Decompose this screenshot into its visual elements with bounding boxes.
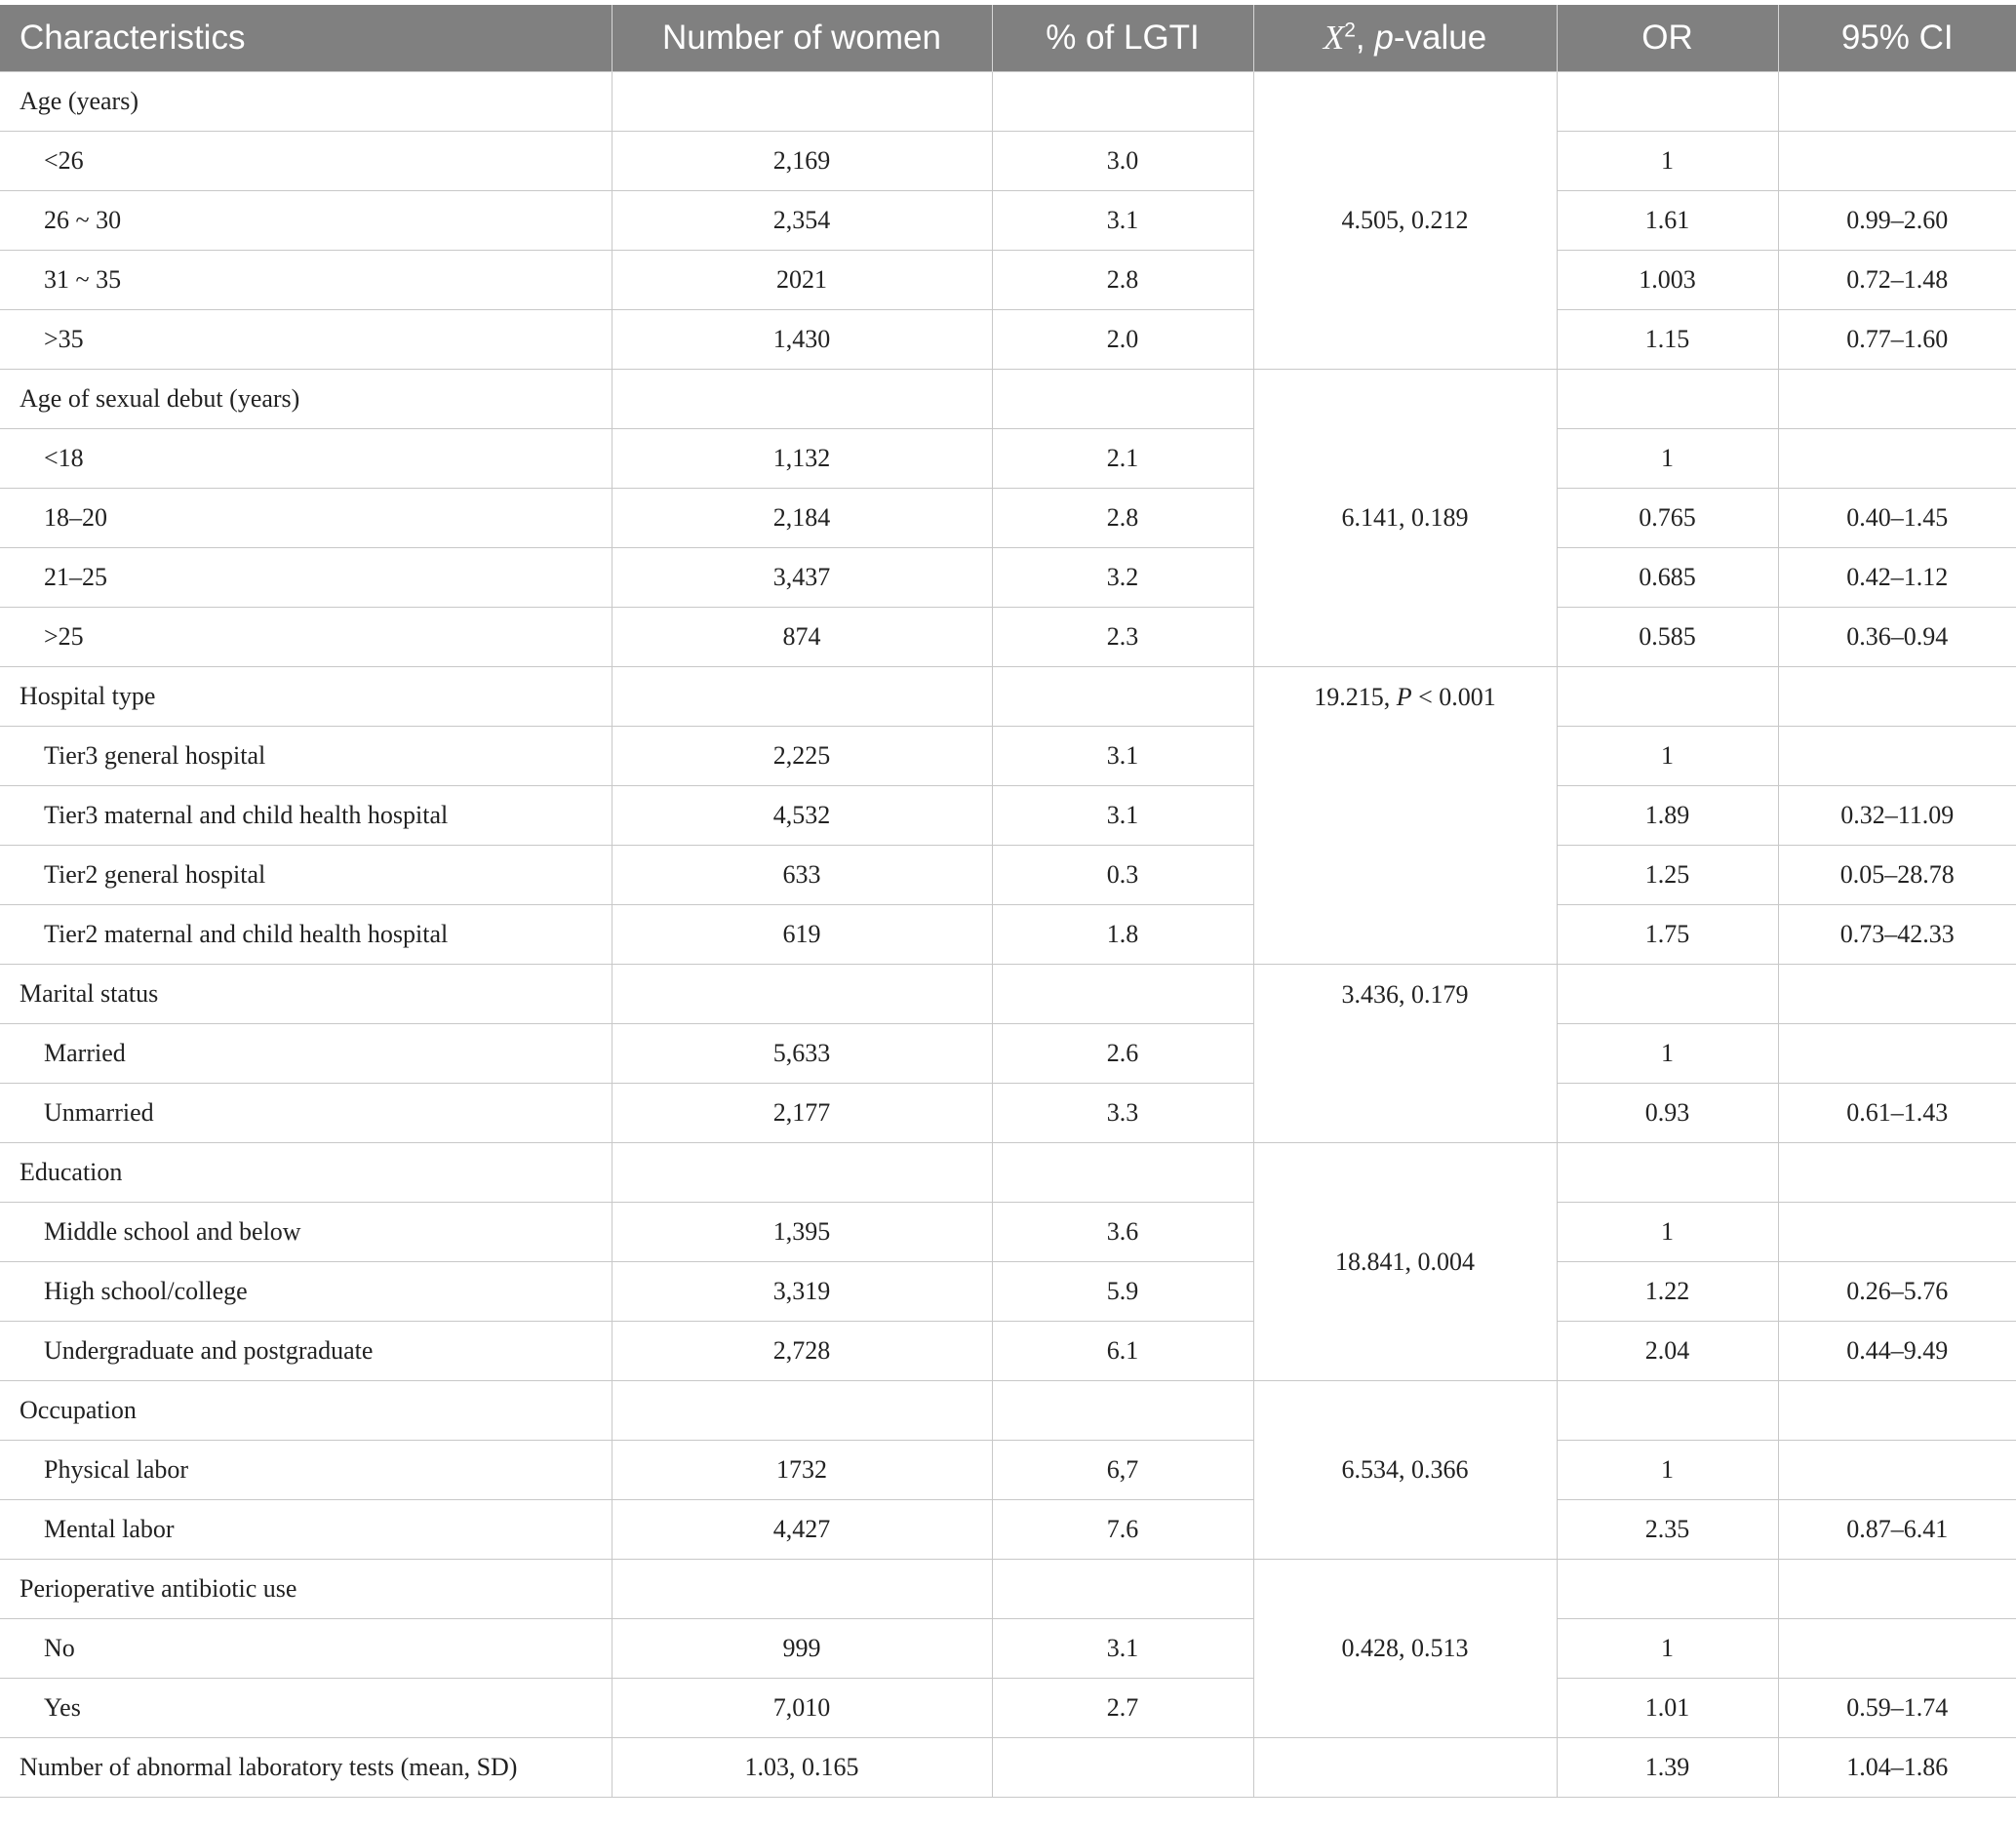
row-or: 0.585	[1557, 608, 1778, 667]
chi-symbol: X	[1323, 19, 1345, 57]
cell-empty	[612, 1143, 992, 1203]
row-number: 1,132	[612, 429, 992, 489]
row-ci: 0.72–1.48	[1778, 251, 2016, 310]
row-label: Yes	[0, 1679, 612, 1738]
row-label: Tier3 general hospital	[0, 727, 612, 786]
chi-rest: -value	[1393, 19, 1487, 57]
row-label: Tier3 maternal and child health hospital	[0, 786, 612, 846]
row-ci	[1778, 1441, 2016, 1500]
row-percent	[992, 1738, 1253, 1798]
cell-empty	[1778, 1381, 2016, 1441]
row-or: 1.22	[1557, 1262, 1778, 1322]
cell-empty	[992, 667, 1253, 727]
row-or: 1.25	[1557, 846, 1778, 905]
row-number: 1.03, 0.165	[612, 1738, 992, 1798]
row-or: 2.04	[1557, 1322, 1778, 1381]
cell-empty	[992, 1143, 1253, 1203]
row-number: 2,225	[612, 727, 992, 786]
row-number: 874	[612, 608, 992, 667]
cell-empty	[992, 72, 1253, 132]
table-row	[0, 1500, 2016, 1560]
cell-empty	[1778, 72, 2016, 132]
row-or: 1	[1557, 727, 1778, 786]
group-label: Hospital type	[0, 667, 612, 727]
group-row	[0, 1143, 2016, 1203]
row-ci: 0.40–1.45	[1778, 489, 2016, 548]
chi-square-value: 6.534, 0.366	[1253, 1381, 1557, 1560]
row-percent: 3.1	[992, 191, 1253, 251]
cell-empty	[1557, 667, 1778, 727]
table-row	[0, 1679, 2016, 1738]
cell-empty	[1557, 1560, 1778, 1619]
row-number: 999	[612, 1619, 992, 1679]
table-row	[0, 1619, 2016, 1679]
row-label: >25	[0, 608, 612, 667]
row-percent: 3.6	[992, 1203, 1253, 1262]
cell-empty	[612, 965, 992, 1024]
header-confidence-interval: 95% CI	[1778, 5, 2016, 72]
row-number: 5,633	[612, 1024, 992, 1084]
row-ci	[1778, 727, 2016, 786]
row-or: 1	[1557, 1024, 1778, 1084]
row-or: 1	[1557, 1441, 1778, 1500]
row-number: 4,427	[612, 1500, 992, 1560]
group-label: Education	[0, 1143, 612, 1203]
cell-empty	[1778, 965, 2016, 1024]
row-ci: 1.04–1.86	[1778, 1738, 2016, 1798]
row-label: <18	[0, 429, 612, 489]
row-or: 1	[1557, 132, 1778, 191]
row-or: 1.15	[1557, 310, 1778, 370]
row-ci	[1778, 1024, 2016, 1084]
table-row	[0, 1024, 2016, 1084]
row-or: 0.685	[1557, 548, 1778, 608]
row-or: 1.89	[1557, 786, 1778, 846]
table-row	[0, 1441, 2016, 1500]
group-label: Age (years)	[0, 72, 612, 132]
table-row	[0, 310, 2016, 370]
row-ci: 0.42–1.12	[1778, 548, 2016, 608]
group-row	[0, 1560, 2016, 1619]
row-percent: 2.8	[992, 251, 1253, 310]
chi-value-post: < 0.001	[1411, 683, 1496, 711]
row-or: 1.01	[1557, 1679, 1778, 1738]
row-ci: 0.73–42.33	[1778, 905, 2016, 965]
row-ci: 0.32–11.09	[1778, 786, 2016, 846]
cell-empty	[1557, 965, 1778, 1024]
row-percent: 3.1	[992, 1619, 1253, 1679]
row-label: 31 ~ 35	[0, 251, 612, 310]
cell-empty	[1778, 1560, 2016, 1619]
row-percent: 3.1	[992, 786, 1253, 846]
table-row	[0, 429, 2016, 489]
row-number: 1732	[612, 1441, 992, 1500]
row-ci: 0.61–1.43	[1778, 1084, 2016, 1143]
row-percent: 6.1	[992, 1322, 1253, 1381]
row-percent: 2.1	[992, 429, 1253, 489]
table-row	[0, 1203, 2016, 1262]
lgti-characteristics-table	[0, 5, 2016, 1798]
row-ci	[1778, 132, 2016, 191]
row-ci: 0.26–5.76	[1778, 1262, 2016, 1322]
chi-square-value: 4.505, 0.212	[1253, 72, 1557, 370]
chi-value-p: P	[1396, 683, 1412, 711]
cell-empty	[992, 370, 1253, 429]
row-label: Undergraduate and postgraduate	[0, 1322, 612, 1381]
row-percent: 2.0	[992, 310, 1253, 370]
row-label: Tier2 general hospital	[0, 846, 612, 905]
table-row	[0, 905, 2016, 965]
row-number: 2,728	[612, 1322, 992, 1381]
row-number: 3,319	[612, 1262, 992, 1322]
group-label: Age of sexual debut (years)	[0, 370, 612, 429]
chi-square-value: 0.428, 0.513	[1253, 1560, 1557, 1738]
row-ci	[1778, 1619, 2016, 1679]
cell-empty	[1557, 370, 1778, 429]
chi-separator: ,	[1355, 19, 1375, 57]
chi-square-value: 3.436, 0.179	[1253, 965, 1557, 1143]
table-row	[0, 489, 2016, 548]
group-label: Marital status	[0, 965, 612, 1024]
row-label: Physical labor	[0, 1441, 612, 1500]
row-label: 21–25	[0, 548, 612, 608]
row-percent: 1.8	[992, 905, 1253, 965]
row-or: 1.61	[1557, 191, 1778, 251]
table-row	[0, 1738, 2016, 1798]
row-ci	[1778, 1203, 2016, 1262]
table-row	[0, 1084, 2016, 1143]
row-percent: 2.7	[992, 1679, 1253, 1738]
row-percent: 3.2	[992, 548, 1253, 608]
row-label: Mental labor	[0, 1500, 612, 1560]
row-label: No	[0, 1619, 612, 1679]
chi-square-value: 6.141, 0.189	[1253, 370, 1557, 667]
row-or: 1	[1557, 1619, 1778, 1679]
row-number: 7,010	[612, 1679, 992, 1738]
row-percent: 5.9	[992, 1262, 1253, 1322]
chi-square-value	[1253, 667, 1557, 965]
row-label: Unmarried	[0, 1084, 612, 1143]
row-percent: 2.3	[992, 608, 1253, 667]
group-row	[0, 370, 2016, 429]
group-row	[0, 1381, 2016, 1441]
row-number: 2,169	[612, 132, 992, 191]
cell-empty	[992, 1381, 1253, 1441]
row-percent: 3.1	[992, 727, 1253, 786]
row-or: 0.765	[1557, 489, 1778, 548]
table-row	[0, 191, 2016, 251]
table-row	[0, 608, 2016, 667]
row-label: Middle school and below	[0, 1203, 612, 1262]
row-percent: 2.8	[992, 489, 1253, 548]
row-percent: 3.3	[992, 1084, 1253, 1143]
table-row	[0, 251, 2016, 310]
row-ci: 0.87–6.41	[1778, 1500, 2016, 1560]
row-label: Number of abnormal laboratory tests (mean, SD)	[0, 1738, 612, 1798]
cell-empty	[1778, 1143, 2016, 1203]
group-label: Occupation	[0, 1381, 612, 1441]
header-row	[0, 5, 2016, 72]
row-percent: 7.6	[992, 1500, 1253, 1560]
row-or: 1.75	[1557, 905, 1778, 965]
chi-square-value	[1253, 1738, 1557, 1798]
cell-empty	[1557, 72, 1778, 132]
cell-empty	[992, 965, 1253, 1024]
cell-empty	[992, 1560, 1253, 1619]
cell-empty	[612, 1381, 992, 1441]
row-percent: 0.3	[992, 846, 1253, 905]
row-or: 2.35	[1557, 1500, 1778, 1560]
table-row	[0, 548, 2016, 608]
row-percent: 3.0	[992, 132, 1253, 191]
chi-superscript: 2	[1344, 19, 1356, 42]
group-row	[0, 667, 2016, 727]
cell-empty	[1778, 667, 2016, 727]
row-ci: 0.36–0.94	[1778, 608, 2016, 667]
row-label: 18–20	[0, 489, 612, 548]
header-number-of-women: Number of women	[612, 5, 992, 72]
row-or: 1	[1557, 429, 1778, 489]
row-or: 0.93	[1557, 1084, 1778, 1143]
row-ci: 0.05–28.78	[1778, 846, 2016, 905]
row-label: High school/college	[0, 1262, 612, 1322]
table-row	[0, 132, 2016, 191]
row-number: 2,354	[612, 191, 992, 251]
row-number: 4,532	[612, 786, 992, 846]
row-percent: 2.6	[992, 1024, 1253, 1084]
row-ci: 0.77–1.60	[1778, 310, 2016, 370]
row-number: 619	[612, 905, 992, 965]
group-row	[0, 965, 2016, 1024]
group-label: Perioperative antibiotic use	[0, 1560, 612, 1619]
header-odds-ratio: OR	[1557, 5, 1778, 72]
cell-empty	[612, 667, 992, 727]
header-characteristics: Characteristics	[0, 5, 612, 72]
cell-empty	[612, 72, 992, 132]
row-or: 1.39	[1557, 1738, 1778, 1798]
table-row	[0, 1322, 2016, 1381]
row-ci: 0.99–2.60	[1778, 191, 2016, 251]
chi-p: p	[1374, 19, 1394, 57]
row-label: >35	[0, 310, 612, 370]
cell-empty	[1557, 1143, 1778, 1203]
row-label: Tier2 maternal and child health hospital	[0, 905, 612, 965]
row-ci: 0.44–9.49	[1778, 1322, 2016, 1381]
row-number: 1,430	[612, 310, 992, 370]
chi-square-value: 18.841, 0.004	[1253, 1143, 1557, 1381]
row-or: 1.003	[1557, 251, 1778, 310]
cell-empty	[612, 370, 992, 429]
row-ci: 0.59–1.74	[1778, 1679, 2016, 1738]
table-row	[0, 727, 2016, 786]
cell-empty	[612, 1560, 992, 1619]
row-number: 2,177	[612, 1084, 992, 1143]
table-row	[0, 786, 2016, 846]
row-percent: 6,7	[992, 1441, 1253, 1500]
row-number: 2,184	[612, 489, 992, 548]
row-number: 2021	[612, 251, 992, 310]
table-row	[0, 846, 2016, 905]
row-number: 3,437	[612, 548, 992, 608]
chi-value-pre: 19.215,	[1314, 683, 1397, 711]
row-label: Married	[0, 1024, 612, 1084]
row-or: 1	[1557, 1203, 1778, 1262]
row-label: <26	[0, 132, 612, 191]
group-row	[0, 72, 2016, 132]
header-percent-lgti: % of LGTI	[992, 5, 1253, 72]
cell-empty	[1778, 370, 2016, 429]
row-number: 1,395	[612, 1203, 992, 1262]
row-ci	[1778, 429, 2016, 489]
table-row	[0, 1262, 2016, 1322]
row-label: 26 ~ 30	[0, 191, 612, 251]
row-number: 633	[612, 846, 992, 905]
header-chi-square-p-value	[1253, 5, 1557, 72]
cell-empty	[1557, 1381, 1778, 1441]
